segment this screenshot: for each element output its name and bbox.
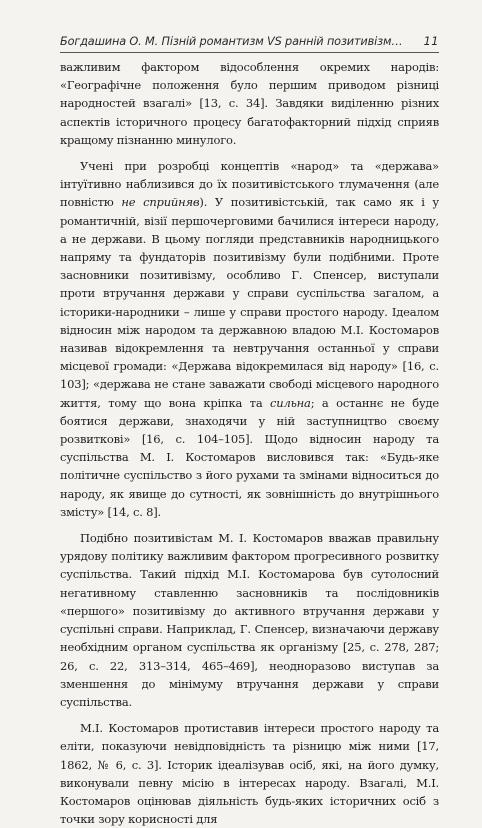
paragraph-2-part-c: ; а останнє не буде боятися держави, знаходячи у ній заступництво своєму розвиткові» [16, с. 104–105]. Щодо відносин народу та суспільства М. І. Костомаров висловився так: «Будь-яке політичне суспільство з його рухами та змінами відноситься до народу, як явище до сутності, як зовнішність до внутрішнього змісту» [14, с. 8]. [60, 395, 440, 519]
paragraph-2 [60, 157, 439, 521]
paragraph-2-part-b: ). У позитивістській, так само як і у романтичній, візії першочерговими бачилися інтереси народу, а не держави. В цьому погляди представників народницького напряму та фундаторів позитивізму були подібними. Проте засновники позитивізму, особливо Г. Спенсер, виступали проти втручання держави у справи суспільства загалом, а історики-народники – лише у справи простого народу. Ідеалом відносин між народом та державною владою М.І. Костомаров називав відокремлення та невтручання останньої у справи місцевої громади: «Держава відокремилася від народу» [16, с. 103]; «держава не стане заважати свободі місцевого народного життя, тому що вона кріпка та [60, 195, 439, 410]
paragraph-3: Подібно позитивістам М. І. Костомаров вважав правильну урядову політику важливим фактором прогресивного розвитку суспільства. Такий підхід М.І. Костомарова був сутолосний негативному ставленню засновників та послідовників «першого» позитивізму до активного втручання держави у суспільні справи. Наприклад, Г. Спенсер, визначаючи державу необхідним органом суспільства як організму [25, с. 278, 287; 26, с. 22, 313–314, 465–469], неодноразово виступав за зменшення до мінімуму втручання держави у справи суспільства. [60, 531, 439, 709]
paragraph-2-part-a: Учені при розробці концептів «народ» та «держава» інтуїтивно наблизився до їх позитивістського тлумачення (але повністю [60, 159, 439, 210]
paragraph-2-emphasis: не сприйняв [121, 195, 200, 210]
body-text [60, 58, 439, 828]
running-title: Богдашина О. М. Пізній романтизм VS ранній позитивізм… [60, 35, 403, 48]
paragraph-4: М.І. Костомаров протиставив інтереси простого народу та еліти, показуючи невідповідність та різницю між ними [17, 1862, № 6, с. 3]. Історик ідеалізував осіб, які, на його думку, виконували певну місію в інтересах народу. Взагалі, М.І. Костомаров оцінював діяльність будь-яких історичних осіб з точки зору корисності для [60, 721, 439, 827]
paragraph-2-emphasis-2: сильна [270, 395, 311, 410]
running-header [60, 34, 439, 53]
page-number: 11 [423, 35, 439, 48]
paragraph-1: важливим фактором відособлення окремих народів: «Географічне положення було першим приводом різниці народностей взагалі» [13, с. 34]. Завдяки виділенню різних аспектів історичного процесу багатофакторний підхід сприяв кращому пізнанню минулого. [60, 60, 439, 147]
